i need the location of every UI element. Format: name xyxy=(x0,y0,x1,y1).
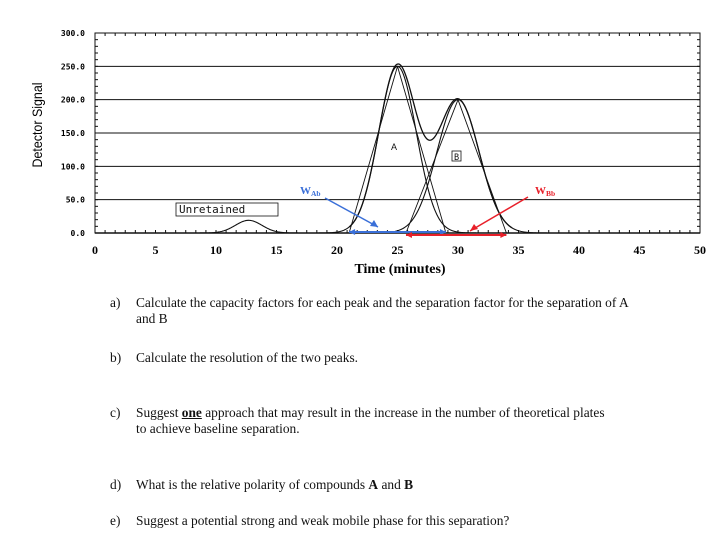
wbb-label-sub: Bb xyxy=(546,189,556,198)
wbb-label: W xyxy=(535,185,546,197)
wbb-pointer xyxy=(470,197,528,231)
x-tick-label: 30 xyxy=(452,243,464,257)
y-axis-label: Detector Signal xyxy=(29,71,45,168)
compound-b: B xyxy=(404,477,414,492)
wab-pointer xyxy=(325,198,378,227)
wab-label-sub: Ab xyxy=(311,189,321,198)
question-text: Calculate the capacity factors for each peak and the separation factor for the separation of A xyxy=(136,295,629,310)
question-letter: c) xyxy=(110,405,121,420)
question-text-cont: and B xyxy=(136,311,168,326)
question-text-mid: and xyxy=(378,477,405,492)
y-tick-label: 250.0 xyxy=(60,62,85,72)
wab-label: W xyxy=(300,185,311,197)
x-tick-label: 5 xyxy=(152,243,159,257)
y-tick-label: 150.0 xyxy=(60,129,85,138)
x-tick-label: 20 xyxy=(331,243,343,257)
axis-ticks xyxy=(61,29,706,257)
x-tick-label: 45 xyxy=(633,243,646,257)
x-tick-label: 35 xyxy=(512,243,525,257)
x-tick-label: 40 xyxy=(573,243,585,257)
question-text-post: approach that may result in the increase in the number of theoretical plates xyxy=(201,405,605,420)
x-tick-label: 25 xyxy=(391,243,404,257)
x-axis-label: Time (minutes) xyxy=(354,262,446,277)
question-letter: e) xyxy=(110,513,121,528)
question-text: Suggest a potential strong and weak mobile phase for this separation? xyxy=(136,513,510,528)
x-tick-label: 0 xyxy=(92,243,98,257)
y-tick-label: 200.0 xyxy=(60,95,85,105)
combined-envelope xyxy=(349,64,512,228)
x-tick-label: 10 xyxy=(210,243,222,257)
y-tick-label: 300.0 xyxy=(60,29,85,38)
y-tick-label: 0.0 xyxy=(70,229,85,238)
question-text: Suggest xyxy=(136,405,182,420)
question-text-cont: to achieve baseline separation. xyxy=(136,421,300,436)
question-text: What is the relative polarity of compounds xyxy=(136,477,369,492)
peak-a-label: A xyxy=(391,142,398,152)
y-tick-label: 100.0 xyxy=(60,162,85,172)
wbb-pointer-head xyxy=(470,224,478,231)
emphasis-one: one xyxy=(181,405,202,420)
x-tick-label: 50 xyxy=(694,243,706,257)
question-letter: b) xyxy=(110,350,122,365)
peak-unretained xyxy=(193,220,304,233)
compound-a: A xyxy=(368,477,379,492)
y-tick-label: 50.0 xyxy=(65,195,85,205)
question-letter: a) xyxy=(110,295,121,310)
question-text: Calculate the resolution of the two peaks. xyxy=(136,350,358,365)
x-tick-label: 15 xyxy=(270,243,283,257)
question-letter: d) xyxy=(110,477,122,492)
peak-b-label: B xyxy=(454,153,460,163)
unretained-label: Unretained xyxy=(179,203,246,216)
